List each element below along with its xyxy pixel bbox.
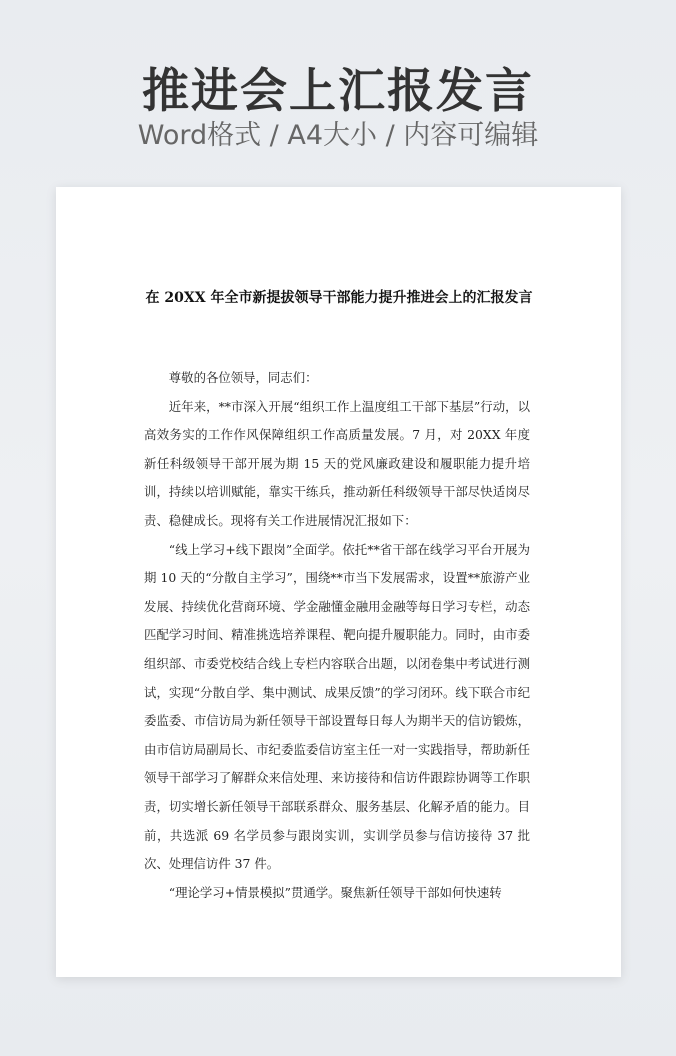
banner-title: 推进会上汇报发言 xyxy=(142,64,534,119)
banner xyxy=(0,0,676,180)
salutation-paragraph: 尊敬的各位领导，同志们： xyxy=(168,370,318,385)
document-title: 在 20XX 年全市新提拔领导干部能力提升推进会上的汇报发言 xyxy=(145,290,533,306)
intro-paragraph: 近年来，**市深入开展“组织工作上温度组工干部下基层”行动，以高效务实的工作作风保障组织工作高质量发展。7 月，对 20XX 年度新任科级领导干部开展为期 15 天的党风廉政建设和履职能力提升培训，持续以培训赋能，靠实干练兵，推动新任科级领导干部尽快适岗尽责、稳健成长。现将有关工作进展情况汇报如下： xyxy=(144,398,530,528)
document-page xyxy=(56,187,621,977)
document-body xyxy=(144,364,530,907)
online-offline-learning-paragraph: “线上学习+线下跟岗”全面学。依托**省干部在线学习平台开展为期 10 天的“分散自主学习”，围绕**市当下发展需求，设置**旅游产业发展、持续优化营商环境、学金融懂金融用金融等每日学习专栏，动态匹配学习时间、精准挑选培养课程、靶向提升履职能力。同时，由市委组织部、市委党校结合线上专栏内容联合出题，以闭卷集中考试进行测试，实现“分散自学、集中测试、成果反馈”的学习闭环。线下联合市纪委监委、市信访局为新任领导干部设置每日每人为期半天的信访锻炼，由市信访局副局长、市纪委监委信访室主任一对一实践指导，帮助新任领导干部学习了解群众来信处理、来访接待和信访件跟踪协调等工作职责，切实增长新任领导干部联系群众、服务基层、化解矛盾的能力。目前，共选派 69 名学员参与跟岗实训，实训学员参与信访接待 37 批次、处理信访件 37 件。 xyxy=(144,541,530,872)
theory-simulation-paragraph: “理论学习+情景模拟”贯通学。聚焦新任领导干部如何快速转 xyxy=(168,884,502,900)
banner-subtitle: Word格式 / A4大小 / 内容可编辑 xyxy=(137,120,539,151)
